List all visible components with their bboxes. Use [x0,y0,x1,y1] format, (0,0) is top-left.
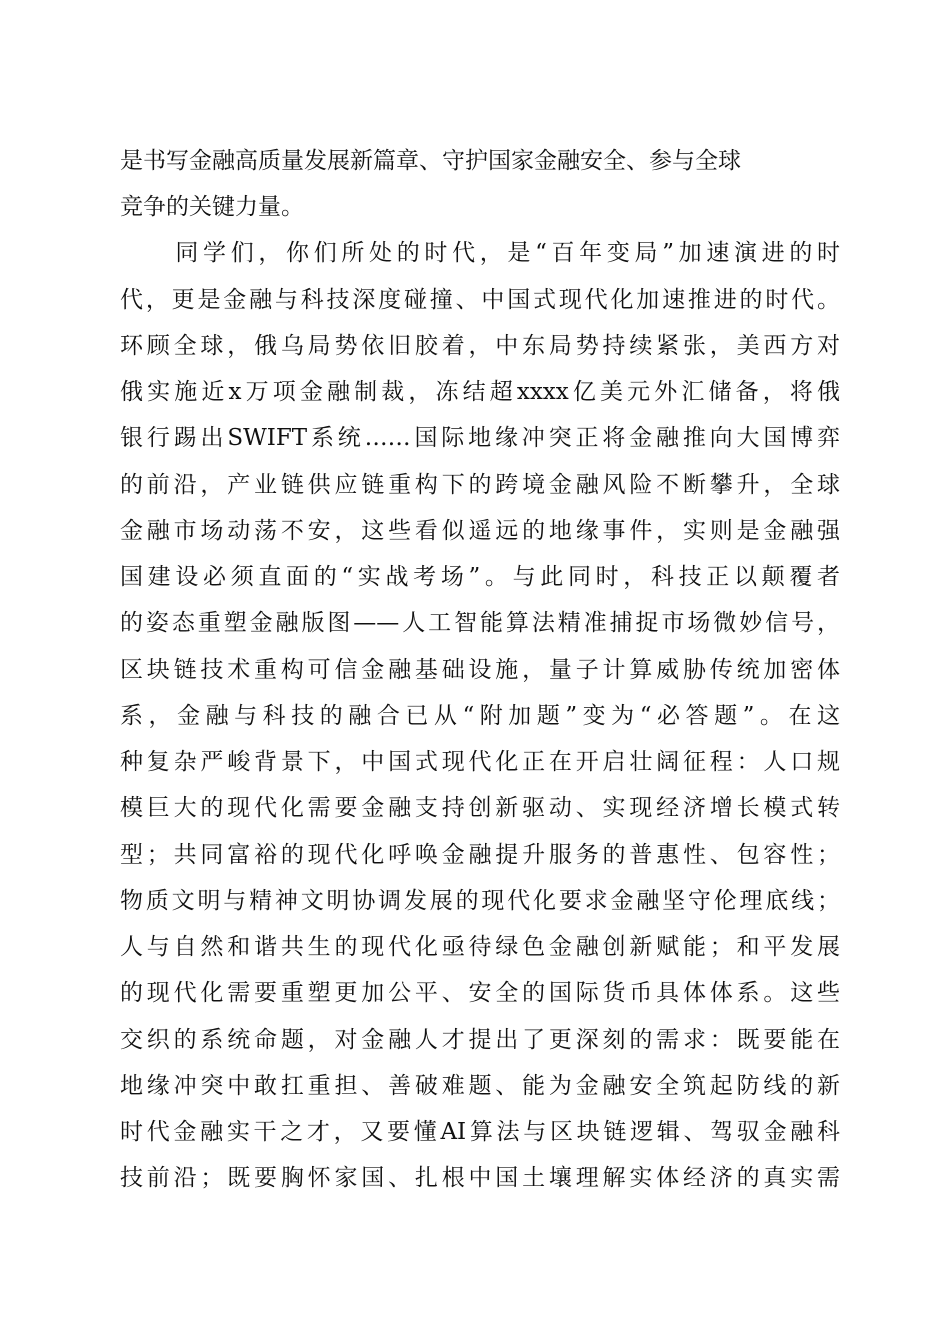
text-line: 国建设必须直面的“实战考场”。与此同时，科技正以颠覆者 [120,564,840,590]
text-line: 俄实施近x万项金融制裁，冻结超xxxx亿美元外汇储备，将俄 [120,379,840,405]
text-line: 人与自然和谐共生的现代化亟待绿色金融创新赋能；和平发展 [120,934,840,960]
text-line: 金融市场动荡不安，这些看似遥远的地缘事件，实则是金融强 [120,518,840,544]
text-line: 交织的系统命题，对金融人才提出了更深刻的需求：既要能在 [120,1027,840,1053]
text-line: 模巨大的现代化需要金融支持创新驱动、实现经济增长模式转 [120,795,840,821]
text-line: 的前沿，产业链供应链重构下的跨境金融风险不断攀升，全球 [120,472,840,498]
text-line: 银行踢出SWIFT系统……国际地缘冲突正将金融推向大国博弈 [120,425,840,451]
text-line: 区块链技术重构可信金融基础设施，量子计算威胁传统加密体 [120,657,840,683]
text-line: 同学们，你们所处的时代，是“百年变局”加速演进的时 [120,240,840,266]
text-line: 竞争的关键力量。 [120,194,304,220]
text-line: 技前沿；既要胸怀家国、扎根中国土壤理解实体经济的真实需 [120,1165,840,1191]
text-line: 的现代化需要重塑更加公平、安全的国际货币具体体系。这些 [120,980,840,1006]
text-line: 的姿态重塑金融版图——人工智能算法精准捕捉市场微妙信号， [120,610,840,636]
text-line: 地缘冲突中敢扛重担、善破难题、能为金融安全筑起防线的新 [120,1073,840,1099]
text-line: 环顾全球，俄乌局势依旧胶着，中东局势持续紧张，美西方对 [120,333,840,359]
text-line: 系，金融与科技的融合已从“附加题”变为“必答题”。在这 [120,703,840,729]
text-line: 物质文明与精神文明协调发展的现代化要求金融坚守伦理底线； [120,888,840,914]
text-line: 种复杂严峻背景下，中国式现代化正在开启壮阔征程：人口规 [120,749,840,775]
text-line: 代，更是金融与科技深度碰撞、中国式现代化加速推进的时代。 [120,287,840,313]
text-line: 是书写金融高质量发展新篇章、守护国家金融安全、参与全球 [120,148,741,174]
text-line: 时代金融实干之才，又要懂AI算法与区块链逻辑、驾驭金融科 [120,1119,840,1145]
text-line: 型；共同富裕的现代化呼唤金融提升服务的普惠性、包容性； [120,842,840,868]
